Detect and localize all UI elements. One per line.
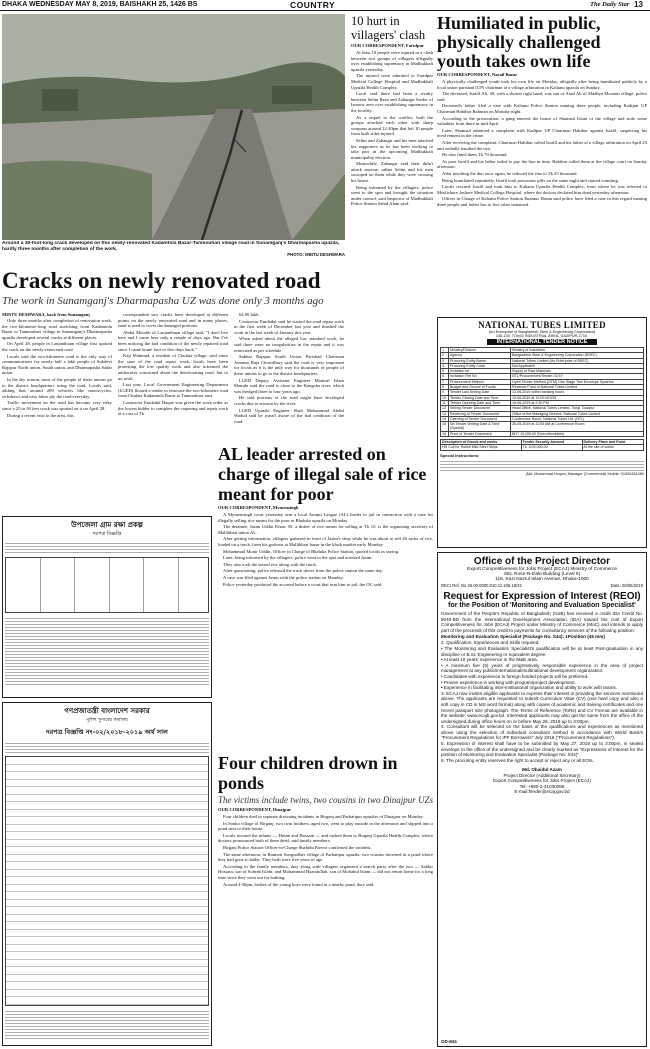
bangla-ad-title: উপজেলা গ্রাম রক্ষা প্রকল্প [71,521,143,529]
paragraph: After receiving the complaint, Chairman Habibur called Israfil and his father at a village arbitration on April 23 and verbally insulted the two. [437,139,647,151]
paragraph: As poor Israfil and his father failed to pay the fine in time, Habibur called them at the village court on Sunday afternoon. [437,158,647,170]
pd-sub2: SEL Rose-N-Dale Building (Level 6) [503,572,581,577]
road-crack-photo [2,14,345,240]
paragraph: The same afternoon, in Bramon Songsodher village of Parbatipur upazila, two cousins drowned in a pond where they had gone to bathe. They both were five years of age. [218,851,433,863]
pd-sub3: 116, Kazi Nazrul Islam Avenue, Dhaka-1000 [495,577,589,582]
tender-field: Receiving of Tender Document [449,411,511,416]
tender-field: Tender Opening Date and Time [449,400,511,405]
tender-field: Opening of Tender Document [449,416,511,421]
tender-serial: 14 [441,416,449,421]
bangla-ad2-intro [5,741,209,753]
pd-ref-row [441,583,643,588]
pd-position: Monitoring and Evaluation Specialist (Package No. S44): 1Position (45 mm) [441,634,605,640]
tender-serial: 10 [441,395,449,400]
tender-value: Head Office, National Tubes Limited, Tongi, Gazipur [511,406,644,411]
humiliated-body [437,79,647,207]
tender-serial: 15 [441,422,449,432]
pd-item: • A minimum five (5) years of progressively responsible experience in the area of project management at any public/international/multinational development organization. [441,662,643,674]
ad-title: NATIONAL TUBES LIMITED [478,320,606,330]
four-body [218,814,433,887]
tender-value: 19-06-2019 at 12:00 NOON [511,395,644,400]
paragraph: Meanwhile, Zahangir said their didn't attack anyone, rather Selim and his men swooped on them while they were crossing his house. [351,161,433,184]
tender-serial: 5 [441,369,449,374]
masthead-date: DHAKA WEDNESDAY MAY 8, 2019, BAISHAKH 25, 1426 BS [2,1,198,8]
instructions-text [440,459,644,471]
paragraph: Four children died in separate drowning incidents in Birganj and Parbatipur upazilas of Dinajpur on Monday. [223,814,424,819]
paragraph: Officer in Charge of Kalianu Police Station Enamus Hasan said police have filed a case in this regard naming three people and father has to five other unnamed. [437,196,647,207]
paragraph: The detainee, Jasim Uddin Khan, 50, a dealer of rice meant for selling at Tk 10, is the organising secretary of Mallikbari union AL. [218,524,433,535]
paragraph: Later, being informed by the villagers, police went to the spot and arrested Jasim. [223,555,373,561]
paragraph: Kaji Mahmud, a resident of Chulata village, said since the start of the road repair work, locals have been protesting the low quality work and also informed the authorities concerned about the deteriorating road, but to no avail. [118,353,228,381]
pd-sub1: Export Competitiveness for Jobs Project (ECAJ) Ministry of Commerce [466,567,618,572]
tender-field: Agency [449,353,511,358]
paragraph: A case was filed against Jasim with the police station on Monday. [223,574,344,580]
paragraph: LGED Upazila Engineer Shah Mohammad Abdul Wadud said he wasn't aware of the bad condition of the road. [234,407,344,424]
bangla-tender-ad-1 [2,516,212,698]
tender-serial: 9 [441,390,449,395]
paragraph: Traffic movement on the road has become very risky since a 25 to 30 feet crack was spotted on it on April 28. [2,400,112,411]
paragraph: On April 28, people in Lanjanthuan village first spotted the crack on the newly-renovated road. [2,341,112,352]
bangla-ad-grid [5,557,209,613]
pd-item: • The Monitoring and Evaluation Specialist's qualification will be at least Post-graduation in any discipline or B.Sc Engineering or equivalent degree. [441,645,643,657]
paragraph: He said portions of the road might have developed cracks due to erosion by the river. [234,395,344,406]
paragraph: Police yesterday produced the accused before a court that sent him to jail, the OC said. [223,581,383,587]
hurt-byline: OUR CORRESPONDENT, Faridpur [351,43,425,48]
paragraph: LGED Deputy Assistant Engineer Monirul Islam Mamdu said the road is close to the Kangsha river, which was dredged three to four years ago. [234,377,344,394]
pd-heading1: Request for Expression of Interest (REOI) [443,591,641,602]
tender-field: Procuring Entity Name [449,358,511,363]
tender-value: National Tubes Limited (An Enterprise of BSEC) [511,358,644,363]
goods-header: Delivery Place and Point [582,440,643,445]
tender-value: Revenue Fund of National Tubes Limited [511,385,644,390]
tender-field: Budget and Source of Funds [449,385,511,390]
paragraph: During a recent visit to the area, this [7,412,74,418]
tender-serial: 13 [441,411,449,416]
ad-address: 135-139, TONGI INDUSTRIAL AREA, GAZIPUR-1710. [495,334,589,338]
page-number: 13 [634,0,643,9]
paragraph: Being informed by the villagers, police went to the spot and brought the situation under control, said Inspector of Madhukhali Police Station Sahid Alam said. [351,184,433,207]
tender-value: Bangladesh Steel & Engineering Corporation (BSEC) [511,353,644,358]
tender-value: Supply of Raw Materials [511,369,644,374]
cracks-column-2 [118,312,228,440]
paragraph: 64.00 lakh. [239,312,260,317]
pd-gd-number: GD-844 [441,1039,457,1044]
bangla-ad2-table [5,756,209,1006]
tender-field: Tender Closing Date and Time [449,395,511,400]
tender-field: Tender Last Selling Date [449,390,511,395]
bangla-ad2-title: গণপ্রজাতন্ত্রী বাংলাদেশ সরকার [64,707,150,715]
tender-serial: 8 [441,385,449,390]
pd-item: 5. Expression of interest shall have to be submitted by May 27, 2019 up to 3:00pm, in sealed envelope to the office of the undersigned and be clearly marked as "Expressions of Interest for the position of Monitoring and Evaluation Specialist (Package No. S44)". [441,741,643,758]
paragraph: According to the prosecution, a gang entered the house of Shamsul Islam of the village and stole some valuables from there in mid April. [437,115,647,127]
pd-sign-title: Project Director (Additional Secretary) [503,772,581,778]
photo-caption [2,241,345,267]
national-tubes-ad [437,317,647,548]
tender-serial: 7 [441,379,449,384]
paragraph: Contractor Emdadul Haque was given the work order as the lowest bidder to complete the carpeting and repair work at a cost of Tk [118,399,228,417]
project-director-ad [437,552,647,1047]
tender-serial: 6 [441,374,449,379]
tender-field: Selling Tender Document [449,406,511,411]
paragraph: Sukhai Rajapur South Union Parishad Chairman Amanur Raja Chowdhury said the road is very important for locals as it is the only way for thousands of people of these unions to go to the district headquarters. [234,354,344,376]
pd-item: • Proven experience in working with program/project development. [441,679,576,685]
pd-item: • Candidates with experience in foreign funded projects will be preferred. [441,673,589,679]
paragraph: As a sequel to the conflict, both the groups attacked each other with sharp weapons around 12:30pm that left 10 people from both sides injured. [351,114,433,137]
bangla-tender-ad-2 [2,702,212,1046]
bangla-ad-intro [5,541,209,555]
paragraph: At least 10 people were injured in a clash between two groups of villagers allegedly over establishing supremacy in Madhukhali upazila yesterday. [351,50,433,72]
pd-items [441,640,643,763]
paragraph: Locals rescued Israfil and took him to Kalianu Upazila Health Complex, from where he was referred to Mosfishure Jashore Medical College Hospital, where the doctors declared him dead yesterday afternoon. [437,184,647,195]
bangla-ad-body [5,616,209,686]
tender-serial: 4 [441,363,449,368]
cracks-column-3 [234,312,344,440]
tender-field: Procurement Method [449,379,511,384]
paragraph: Mohammad Monir Uddin, Officer in Charge of Bhaluka Police Station, quoted locals as saying. [223,548,400,554]
tender-value: 26-05-2019 at 11:00 AM at Conference Room [511,422,644,432]
pd-sign-name: Md. Obaidul Azam [522,767,562,773]
paragraph: They also took the seized rice along with the truck. [223,561,317,567]
four-subhead: The victims include twins, two cousins in two Dinajpur UZs [218,795,433,805]
tender-value: Open Tender Method (OTM) One Stage Two Envelope Systems [511,379,644,384]
paragraph: He also fined them Tk 70 thousand. [442,152,508,158]
pd-sign-title: E-mail:fender@ecaj.gov.bd [514,789,570,795]
cracks-subhead: The work in Sunamganj's Dharmapasha UZ was done only 3 months ago [2,295,324,307]
tender-serial: 12 [441,406,449,411]
pd-signature [441,767,643,794]
al-body [218,512,433,587]
humiliated-headline: Humiliated in public, physically challenged youth takes own life [437,14,601,71]
paragraph: Around 4:30pm, bodies of the young boys were found in a nearby pond, they said. [223,881,375,887]
masthead [0,0,650,11]
paragraph: After insulting the duo once again, he reduced the fine to Tk 35 thousand. [442,170,578,176]
paragraph: Being humiliated repeatedly, Israfil took poisonous pills on the same night and started vomiting. [442,177,619,183]
pd-item: • At least 10 years' experience in the M&E area. [441,657,538,663]
bangla-ad2-footer [5,1009,209,1039]
goods-cell: HR Coil for Rolled Mild Steel Strips [441,445,522,450]
goods-header: Tender Security Amount [521,440,582,445]
tender-field: Price of Tender Document [449,431,511,436]
paragraph: The deceased, Israfil Ali, 28, with a shorter right hand, was son of Asad Ali of Madhya Mosmui village, police said. [437,91,647,102]
paragraph: Only three months after completion of renovation work, the two-kilometre-long road stretching from Kadamtola Bazar to Tanmouhari village in Sunamganj's Dharmapasha upazila developed several cracks at different places. [2,318,112,340]
tender-field: Ministry/Division [449,348,511,353]
tender-value: Not Applicable [511,363,644,368]
tender-value: BDT 10,000.00 (Non-refundable) [511,431,644,436]
tender-banner: INTERNATIONAL TENDER NOTICE [487,339,597,345]
hurt-headline: 10 hurt in villagers' clash [351,14,426,42]
pd-item: 3. ECAJ now invites eligible applicants to express their interest in providing the services mentioned above. The applicants are requested to submit Curriculum Vitae (CV) (one hard copy and also a soft copy in CD in MS word format) along with copies of academic and training certificates and one recent passport size photograph. The Terms of Reference (ToRs) and CV Format are available in the website: www.ecajb.gov.bd. Interested applicants may also get the same from the office of the undersigned during office hours on or before May 26, 2019 up to 3:00pm. [441,690,643,724]
paragraph: Local said there had been a rivalry between Selim Reza and Zahangir Sarder of Ismorir area over establishing supremacy in the locality. [351,91,433,113]
paragraph: Abdul Motalib of Lanjanthuan village said, "I don't live here and I came here only a couple of days ago. But I've been noticing the bad condition of the newly repaired road since I came home four or five days back." [118,329,228,352]
pd-item: 2. Qualification, Experiences and Skills required: [441,640,540,646]
cracks-byline: MINTU DESHWARA, back from Sunamganj [2,312,90,317]
paragraph: Locals rescued the infants — Hasan and Hussain — and rushed them to Birganj Upazila Health Complex, where doctors pronounced both of them dead, said family members. [218,832,433,844]
pd-intro: Government of the People's Republic of Bangladesh (GoB) has received a credit IDA Credit No. 6040-BD from the International Development Association (IDA) toward the cost of Export Competitiveness for Jobs (ECAJ) Project under Ministry of Commerce (MoC) and intends to apply part of the proceeds of this credit to payments for consultancy services of the following position: [441,611,643,633]
tender-serial: 2 [441,353,449,358]
tender-value: Office of the Managing Director, National Tubes Limited [511,411,644,416]
tender-value: NTL/Procurement/Tender-01/19 [511,374,644,379]
goods-cell: Tk. 8,00,000.00 [521,445,582,450]
paragraph: According to the family members, they along with villagers organised a search party after the two — Sabbir Hossain, son of Sohrab Islam; and Mohammad Hazratullah, son of Mohabul Islam — did not return home for a long time since they went out for bathing. [218,863,433,880]
paragraph: Deceased's father filed a case with Kalianu Police Station naming three people, including Kadipur UP Chairman Habibur Rahman on Monday night. [437,103,647,114]
photo-credit: PHOTO: MINTU DESHWARA [287,252,345,258]
tender-value: Conference Room, National Tubes Ltd. (NTL) [511,416,644,421]
tender-serial: 3 [441,358,449,363]
pd-heading2: for the Position of 'Monitoring and Evaluation Specialist' [448,602,636,609]
pd-date: Date: 08/05/2019 [610,583,643,588]
special-instructions: Special Instructions: [440,452,480,458]
tender-field: Invitation Ref No [449,374,511,379]
tender-serial: 16 [441,431,449,436]
news-photo [2,14,345,240]
goods-header: Description of Goods and works [441,440,522,445]
ad-signoff: (Md. Mosammat Hoque) Manager (Commercial) Mobile: 01552451080 [525,471,644,476]
bangla-ad-sub: দরপত্র বিজ্ঞপ্তি [92,531,122,537]
goods-cell: At the site of works [582,445,643,450]
paragraph: After questioning, police released the truck driver from the police station the same day. [223,568,384,574]
tender-row [441,379,644,384]
tender-value: Ministry of Industries [511,348,644,353]
paragraph: In the dry season, most of the people of these unions go to the district headquarters using the road. Locals said, adding that around 200 vehicles like motorcycles, rickshaws and easy bikes ply the road everyday. [2,376,112,399]
humiliated-story [437,14,647,314]
paragraph: The injured were admitted to Faridpur Medical College Hospital and Madhukhali Upazila Health Complex. [351,73,433,90]
paragraph: Later, Shamsul admitted a complaint with Kadipur UP Chairman Habibur against Israfil, suspecting his involvement in the crime. [437,127,647,139]
bangla-ad2-sub: পুলিশ সুপারের কার্যালয় [86,718,128,723]
paragraph: A physically challenged youth took his own life on Monday, allegedly after being humiliated publicly by a local union parishad (UP) chairman at a village arbitration in Kalianu upazila on Sunday. [437,79,647,90]
four-headline: Four children drown in ponds [218,753,398,793]
tender-serial: 11 [441,400,449,405]
cracks-headline: Cracks on newly renovated road [2,268,321,293]
paragraph: Selim and Zahangir and his men attacked his supporters as he has been working to take part in the upcoming Madhukhali municipality election. [351,137,433,160]
newspaper-name: The Daily Star [590,1,630,8]
four-byline: OUR CORRESPONDENT, Dinajpur [218,807,292,812]
paragraph: Contractor Emdadul said he started the road repair work in the first week of December last year and finished the work in the last week of January this year. [234,318,344,335]
paragraph: Locals said the two-kilometre road is the only way of communications for nearly half a lakh people of Sukdevi Rajapur North union, South union, and Dharmapasha Sadar union. [2,353,112,376]
al-leader-story [218,444,433,750]
tender-row [441,422,644,432]
caption-text: Around a 30-foot-long crack developed on this newly-renovated Kadamtola Bazar-Tanmouhari village road in Sunamganj's Dharmapasha upazila, hardly three months after completion of the work. [2,241,340,252]
ad-subtitle: (An Enterprise of Bangladesh Steel & Engineering Corporation) [488,330,596,334]
pd-sign-title: Export Competitiveness for Jobs Project (ECAJ) [493,778,591,784]
pd-title: Office of the Project Director [473,556,611,567]
paragraph: After getting information, villagers gathered in front of Jasim's shop while he was about to sell 40 sacks of rice, loaded on a truck, from his godown at Mallikbari bazar in the black market early Monday. [218,536,433,547]
al-headline: AL leader arrested on charge of illegal sale of rice meant for poor [218,444,427,504]
tender-serial: 1 [441,348,449,353]
tender-value: 13-06-2019 within banking hours [511,390,644,395]
paragraph: When asked about the alleged low standard work, he said there were no irregularities in the repair and it was renovated as per schedule. [234,336,344,353]
goods-table [440,439,644,451]
pd-item: • Experience in facilitating inter-institutional organization and ability to work with teams. [441,685,618,691]
paragraph: A Mymensingh court yesterday sent a local Awami League (AL) leader to jail in connection with a case for illegally selling rice meant for the poor in Bhaluka upazila on Monday. [218,512,433,523]
hurt-body [351,50,433,207]
pd-item: 4. Consultant will be selected on the basis of the qualifications and experiences as mentioned above using the selection of individual consultant method in accordance with World Bank's "Procurement Regulations for IPF Borrowers" July 2016 ("Procurement Regulations"). [441,724,643,741]
pd-sign-title: Tel: +880-2-41030085 [519,783,565,789]
bangla-ad2-heading: দরপত্র বিজ্ঞপ্তি নং-০২/২০১৮-২০১৯ অর্থ সাল [46,728,168,736]
humiliated-byline: OUR CORRESPONDENT, Narail Bazar [437,72,518,77]
tender-field: Procuring Entity Code [449,363,511,368]
tender-row [441,431,644,436]
pd-ref: RECI Ref. No 26.00.0000.010.11.106.19/31 [441,583,522,588]
four-children-story [218,753,433,1047]
paragraph: Last year, Local Government Engineering Department (LGED) floated a tender to renovate the two-kilometre road from Chulata Kadamtola Bazar to Tanmouhari area. [118,382,228,399]
tender-table [440,347,644,437]
paragraph: Birganj Police Station Officer-in-Charge Shahidu Parvez confirmed the incident. [223,844,372,850]
tender-value: 19-06-2019 at 2:30 PM [511,400,644,405]
hurt-story [351,14,433,320]
cracks-column-1 [2,318,112,440]
paragraph: correspondent saw cracks have developed at different points on the newly renovated road and in many places, sand is used to cover the damaged portions. [118,312,228,329]
tender-field: No Tender Writing Date & Time (Special) [449,422,511,432]
tender-field: Invitation for [449,369,511,374]
paragraph: In Sonka village of Birganj, two twin brothers, aged two, went to play outside in the afternoon and slipped into a pond next to their house. [218,820,433,832]
section-name: COUNTRY [290,0,336,10]
al-byline: OUR CORRESPONDENT, Mymensingh [218,505,299,510]
pd-item: 6. The procuring entity reserves the right to accept or reject any or all EOIs. [441,757,594,763]
